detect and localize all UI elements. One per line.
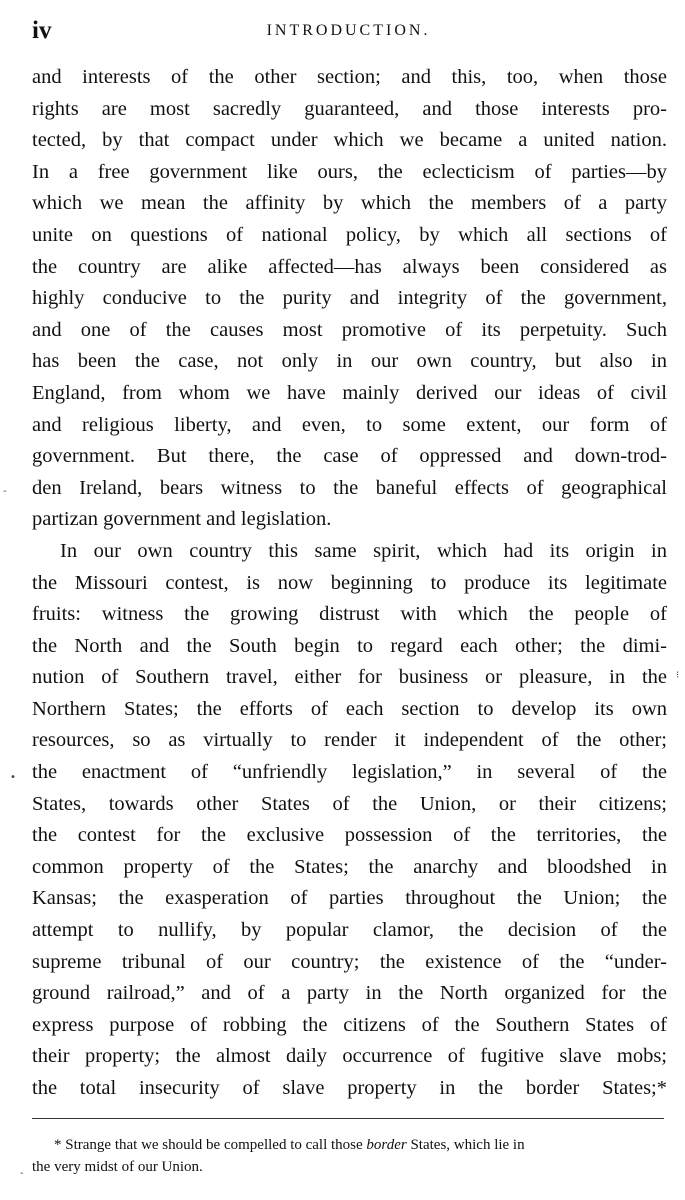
- text-line: express purpose of robbing the citizens of the Southern States of: [32, 1013, 667, 1036]
- page-number: iv: [32, 17, 52, 44]
- footnote-emphasis: border: [366, 1137, 407, 1153]
- text-line: the Missouri contest, is now beginning to produce its legitimate: [32, 571, 667, 594]
- margin-speck: -: [20, 1168, 24, 1179]
- text-line: the country are alike affected—has always been considered as: [32, 255, 667, 278]
- text-line: nution of Southern travel, either for business or pleasure, in the: [32, 666, 667, 689]
- text-line: States, towards other States of the Union, or their citizens;: [32, 792, 667, 815]
- footnote-marker: *: [54, 1137, 62, 1153]
- footnote-text: Strange that we should be compelled to call those: [65, 1137, 367, 1153]
- text-line: In a free government like ours, the eclecticism of parties—by: [32, 160, 667, 183]
- text-line: rights are most sacredly guaranteed, and those interests pro-: [32, 97, 667, 120]
- margin-speck: •: [10, 772, 16, 783]
- text-line: attempt to nullify, by popular clamor, the decision of the: [32, 919, 667, 942]
- text-line: highly conducive to the purity and integrity of the government,: [32, 287, 667, 310]
- text-line: and one of the causes most promotive of its perpetuity. Such: [32, 318, 667, 341]
- footnote: [32, 1134, 667, 1178]
- text-line: den Ireland, bears witness to the baneful effects of geographical: [32, 476, 667, 499]
- footnote-line: the very midst of our Union.: [32, 1159, 203, 1175]
- text-line: fruits: witness the growing distrust with which the people of: [32, 603, 667, 626]
- text-line: Northern States; the efforts of each section to develop its own: [32, 697, 667, 720]
- margin-speck: -: [3, 486, 7, 497]
- text-line: resources, so as virtually to render it independent of the other;: [32, 729, 667, 752]
- text-line: and religious liberty, and even, to some extent, our form of: [32, 413, 667, 436]
- body-text: [32, 62, 667, 1105]
- text-line: has been the case, not only in our own country, but also in: [32, 350, 667, 373]
- text-line: which we mean the affinity by which the members of a party: [32, 192, 667, 215]
- footnote-divider: [32, 1118, 664, 1119]
- text-line: the total insecurity of slave property in the border States;*: [32, 1077, 667, 1099]
- text-line: the North and the South begin to regard each other; the dimi-: [32, 634, 667, 657]
- text-line: unite on questions of national policy, by which all sections of: [32, 223, 667, 246]
- text-line: government. But there, the case of oppressed and down-trod-: [32, 445, 667, 468]
- paragraph-start-line: In our own country this same spirit, which had its origin in: [60, 539, 667, 562]
- text-line: tected, by that compact under which we became a united nation.: [32, 129, 667, 152]
- text-line: common property of the States; the anarchy and bloodshed in: [32, 855, 667, 878]
- running-head: INTRODUCTION.: [266, 22, 431, 39]
- text-line: their property; the almost daily occurrence of fugitive slave mobs;: [32, 1045, 667, 1068]
- text-line: ground railroad,” and of a party in the North organized for the: [32, 982, 667, 1005]
- margin-speck: ⁝: [676, 670, 680, 681]
- text-line: Kansas; the exasperation of parties throughout the Union; the: [32, 887, 667, 910]
- footnote-line: [32, 1134, 667, 1156]
- text-line: supreme tribunal of our country; the existence of the “under-: [32, 950, 667, 973]
- footnote-text: States, which lie in: [406, 1137, 525, 1153]
- text-line: and interests of the other section; and this, too, when those: [32, 66, 667, 88]
- page-header: [32, 16, 665, 46]
- text-line: the contest for the exclusive possession of the territories, the: [32, 824, 667, 847]
- text-line: England, from whom we have mainly derived our ideas of civil: [32, 381, 667, 404]
- paragraph-end-line: partizan government and legislation.: [32, 508, 332, 531]
- text-line: the enactment of “unfriendly legislation,” in several of the: [32, 761, 667, 784]
